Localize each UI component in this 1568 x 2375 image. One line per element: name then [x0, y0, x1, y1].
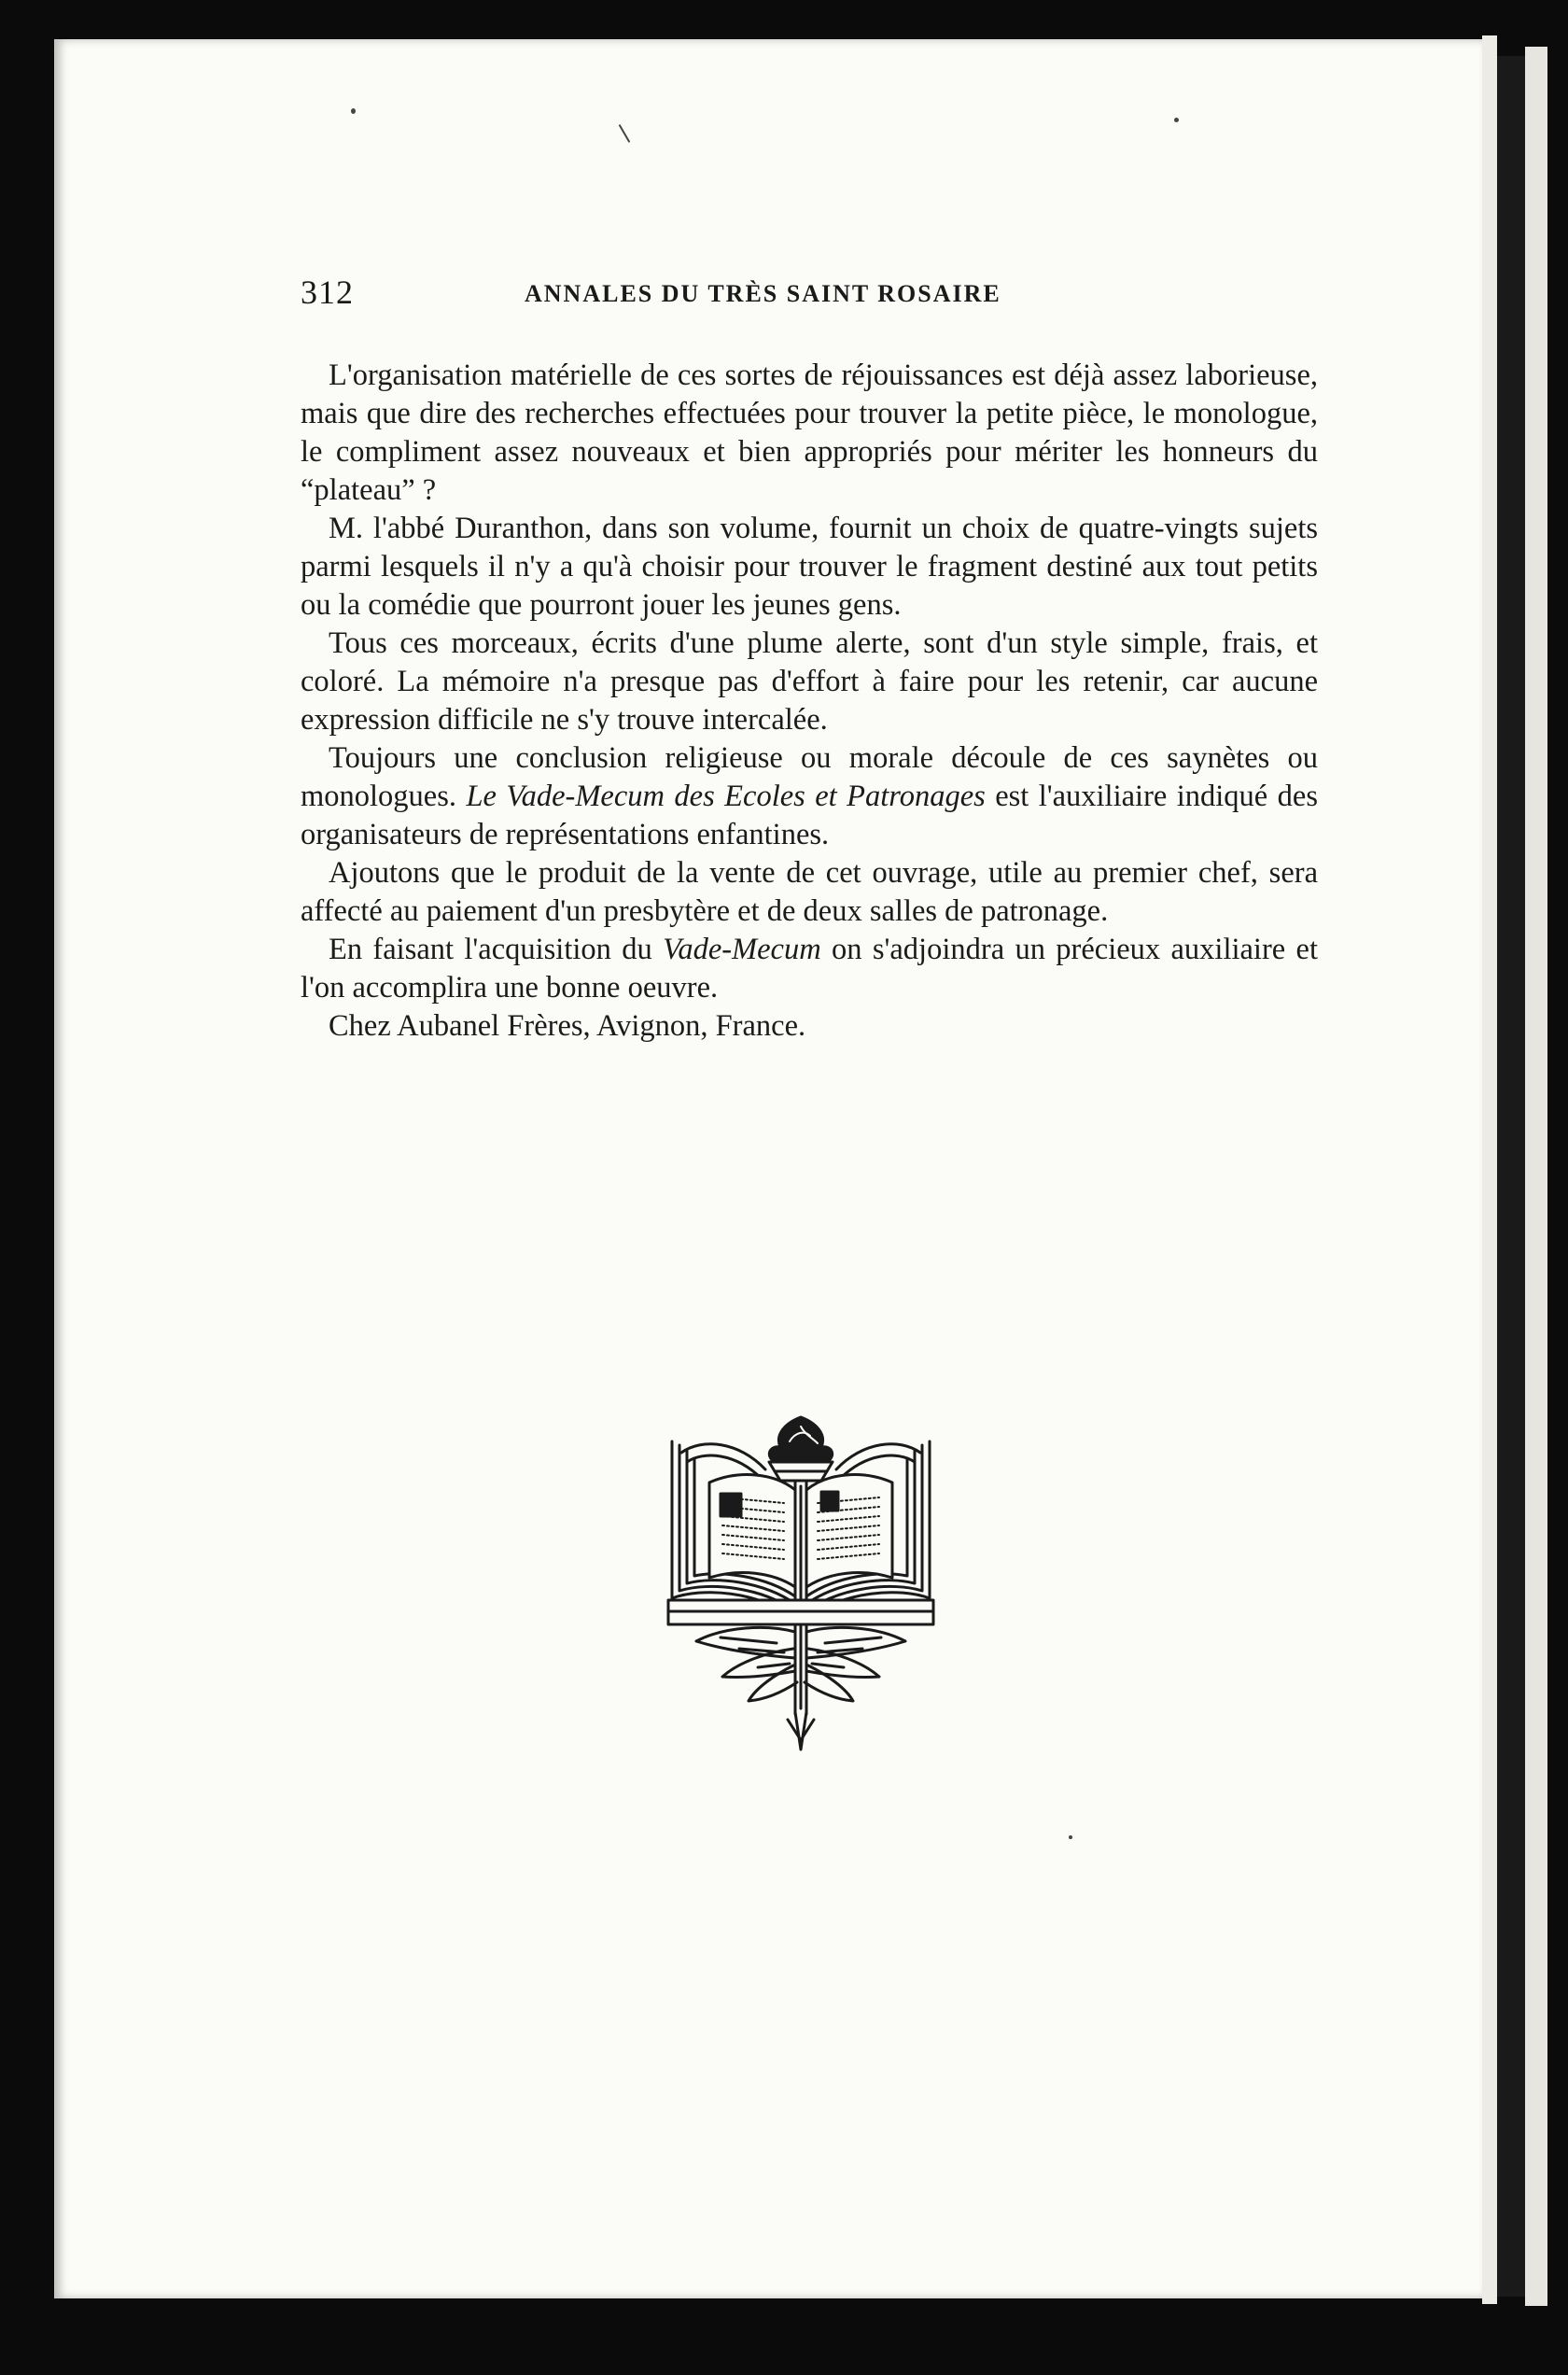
paragraph: [301, 931, 1318, 1007]
open-book-torch-wings-icon: [665, 1404, 937, 1761]
paragraph: L'organisation matérielle de ces sortes de réjouissances est déjà assez laborieuse, mais que dire des recherches effectuées pour trouver la petite pièce, le monologue, le compliment assez nouveaux et bien appropriés pour mériter les honneurs du “plateau” ?: [301, 358, 1318, 507]
paragraph: Chez Aubanel Frères, Avignon, France.: [329, 1009, 806, 1043]
book-title: Le Vade-Mecum des Ecoles et Patronages: [466, 780, 986, 813]
dust-speck: [619, 124, 631, 143]
paragraph: [301, 739, 1318, 854]
running-title: ANNALES DU TRÈS SAINT ROSAIRE: [525, 280, 1001, 307]
page-number: 312: [301, 274, 354, 311]
book-title: Vade-Mecum: [663, 933, 821, 966]
paragraph-text: Toujours une conclusion religieuse ou morale découle de ces saynètes ou monologues.: [301, 741, 1318, 813]
dust-speck: [351, 108, 356, 114]
paragraph-text: En faisant l'acquisition du: [329, 933, 664, 966]
running-header: [301, 273, 1318, 319]
paragraph: M. l'abbé Duranthon, dans son volume, fournit un choix de quatre-vingts sujets parmi lesquels il n'y a qu'à choisir pour trouver le fragment destiné aux tout petits ou la comédie que pourront jouer les jeunes gens.: [301, 512, 1318, 622]
next-page-edge: [1525, 47, 1547, 2306]
dust-speck: [1174, 118, 1179, 122]
paragraph-text: on s'adjoindra un précieux auxiliaire et l'on accomplira une bonne oeuvre.: [301, 933, 1318, 1005]
page-gutter-shadow: [1497, 56, 1525, 2297]
article-text: [301, 357, 1318, 1046]
paragraph-text: est l'auxiliaire indiqué des organisateurs de représentations enfantines.: [301, 780, 1318, 851]
paragraph: Ajoutons que le produit de la vente de cet ouvrage, utile au premier chef, sera affecté au paiement d'un presbytère et de deux salles de patronage.: [301, 856, 1318, 928]
dust-speck: [1069, 1835, 1072, 1839]
paragraph: Tous ces morceaux, écrits d'une plume alerte, sont d'un style simple, frais, et coloré. La mémoire n'a presque pas d'effort à faire pour les retenir, car aucune expression difficile ne s'y trouve intercalée.: [301, 626, 1318, 737]
page-edge: [1482, 35, 1497, 2304]
